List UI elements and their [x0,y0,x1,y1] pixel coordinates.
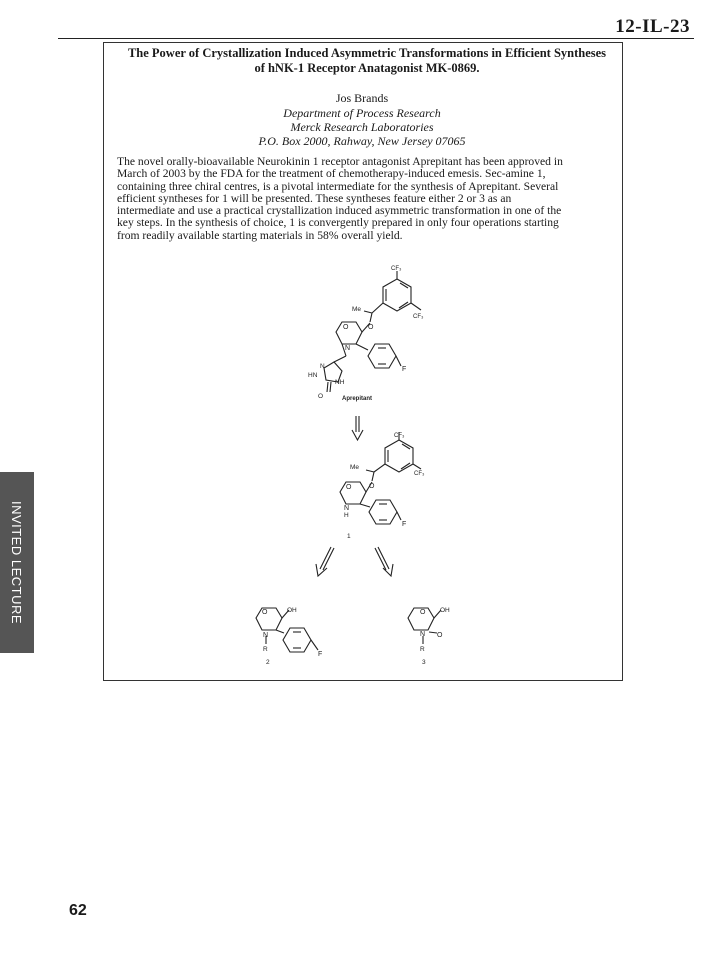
affiliation-institution: Merck Research Laboratories [290,120,434,134]
aprepitant-link-o: O [368,324,374,331]
compound-3-ring-o: O [420,609,426,616]
arrow-to-3 [375,547,393,576]
compound-2-ring-n: N [263,632,269,639]
compound-2-oh: OH [287,607,297,614]
compound-1-label: 1 [347,533,351,540]
compound-3-r: R [420,646,425,653]
compound-2-ring-o: O [262,609,268,616]
abstract-line: from readily available starting materials in 58% overall yield. [117,228,403,242]
page-number: 62 [69,902,87,919]
compound-1-cf3-right: CF₃ [414,471,425,477]
compound-1-structure [340,432,421,524]
aprepitant-hn: HN [308,372,318,379]
author-name: Jos Brands [335,91,389,105]
affiliation-department: Department of Process Research [283,106,441,120]
section-tab-label: INVITED LECTURE [9,500,25,625]
compound-1-me: Me [350,464,360,471]
compound-2-f: F [318,651,323,658]
abstract-line: efficient syntheses for 1 will be presented. These syntheses feature either 2 or 3 as an [117,191,512,205]
aprepitant-structure [324,271,421,392]
abstract-line: March of 2003 by the FDA for the treatment of chemotherapy-induced emesis. Sec-amine 1, [117,167,546,181]
compound-2-label: 2 [266,659,270,666]
compound-2-r: R [263,646,268,653]
compound-1-cf3-top: CF₃ [394,433,405,439]
aprepitant-carbonyl-o: O [318,393,324,400]
compound-1-link-o: O [369,483,375,490]
aprepitant-ring-o: O [343,324,349,331]
aprepitant-cf3-top: CF₃ [391,266,402,272]
affiliation-address: P.O. Box 2000, Rahway, New Jersey 07065 [258,134,466,148]
aprepitant-nh: NH [335,379,345,386]
compound-3-carbonyl-o: O [437,632,443,639]
abstract-line: The novel orally-bioavailable Neurokinin 1 receptor antagonist Aprepitant has been approved in [117,155,563,168]
abstract-line: containing three chiral centres, is a pivotal intermediate for the synthesis of Aprepitant. Several [117,179,559,193]
aprepitant-label: Aprepitant [342,396,372,402]
compound-3-oh: OH [440,607,450,614]
arrow-to-1 [352,416,363,440]
abstract-line: intermediate and use a practical crystallization induced asymmetric transformation in one of the [117,204,562,218]
compound-3-ring-n: N [420,631,426,638]
arrow-to-2 [316,547,334,576]
title-line-1: The Power of Crystallization Induced Asymmetric Transformations in Efficient Syntheses [127,46,607,60]
aprepitant-f: F [402,366,407,373]
title-line-2: of hNK-1 Receptor Anatagonist MK-0869. [254,61,480,75]
compound-1-h: H [344,512,349,519]
abstract-line: key steps. In the synthesis of choice, 1 is convergently prepared in only four operations starting [117,216,559,230]
compound-1-f: F [402,521,407,528]
aprepitant-me: Me [352,306,362,313]
aprepitant-ring-n: N [345,345,351,352]
aprepitant-cf3-right: CF₃ [413,314,424,320]
aprepitant-triazole-n: N [320,363,325,370]
lecture-code: 12-IL-23 [615,16,690,37]
compound-1-ring-n: N [344,505,350,512]
compound-1-ring-o: O [346,484,352,491]
compound-3-label: 3 [422,659,426,666]
